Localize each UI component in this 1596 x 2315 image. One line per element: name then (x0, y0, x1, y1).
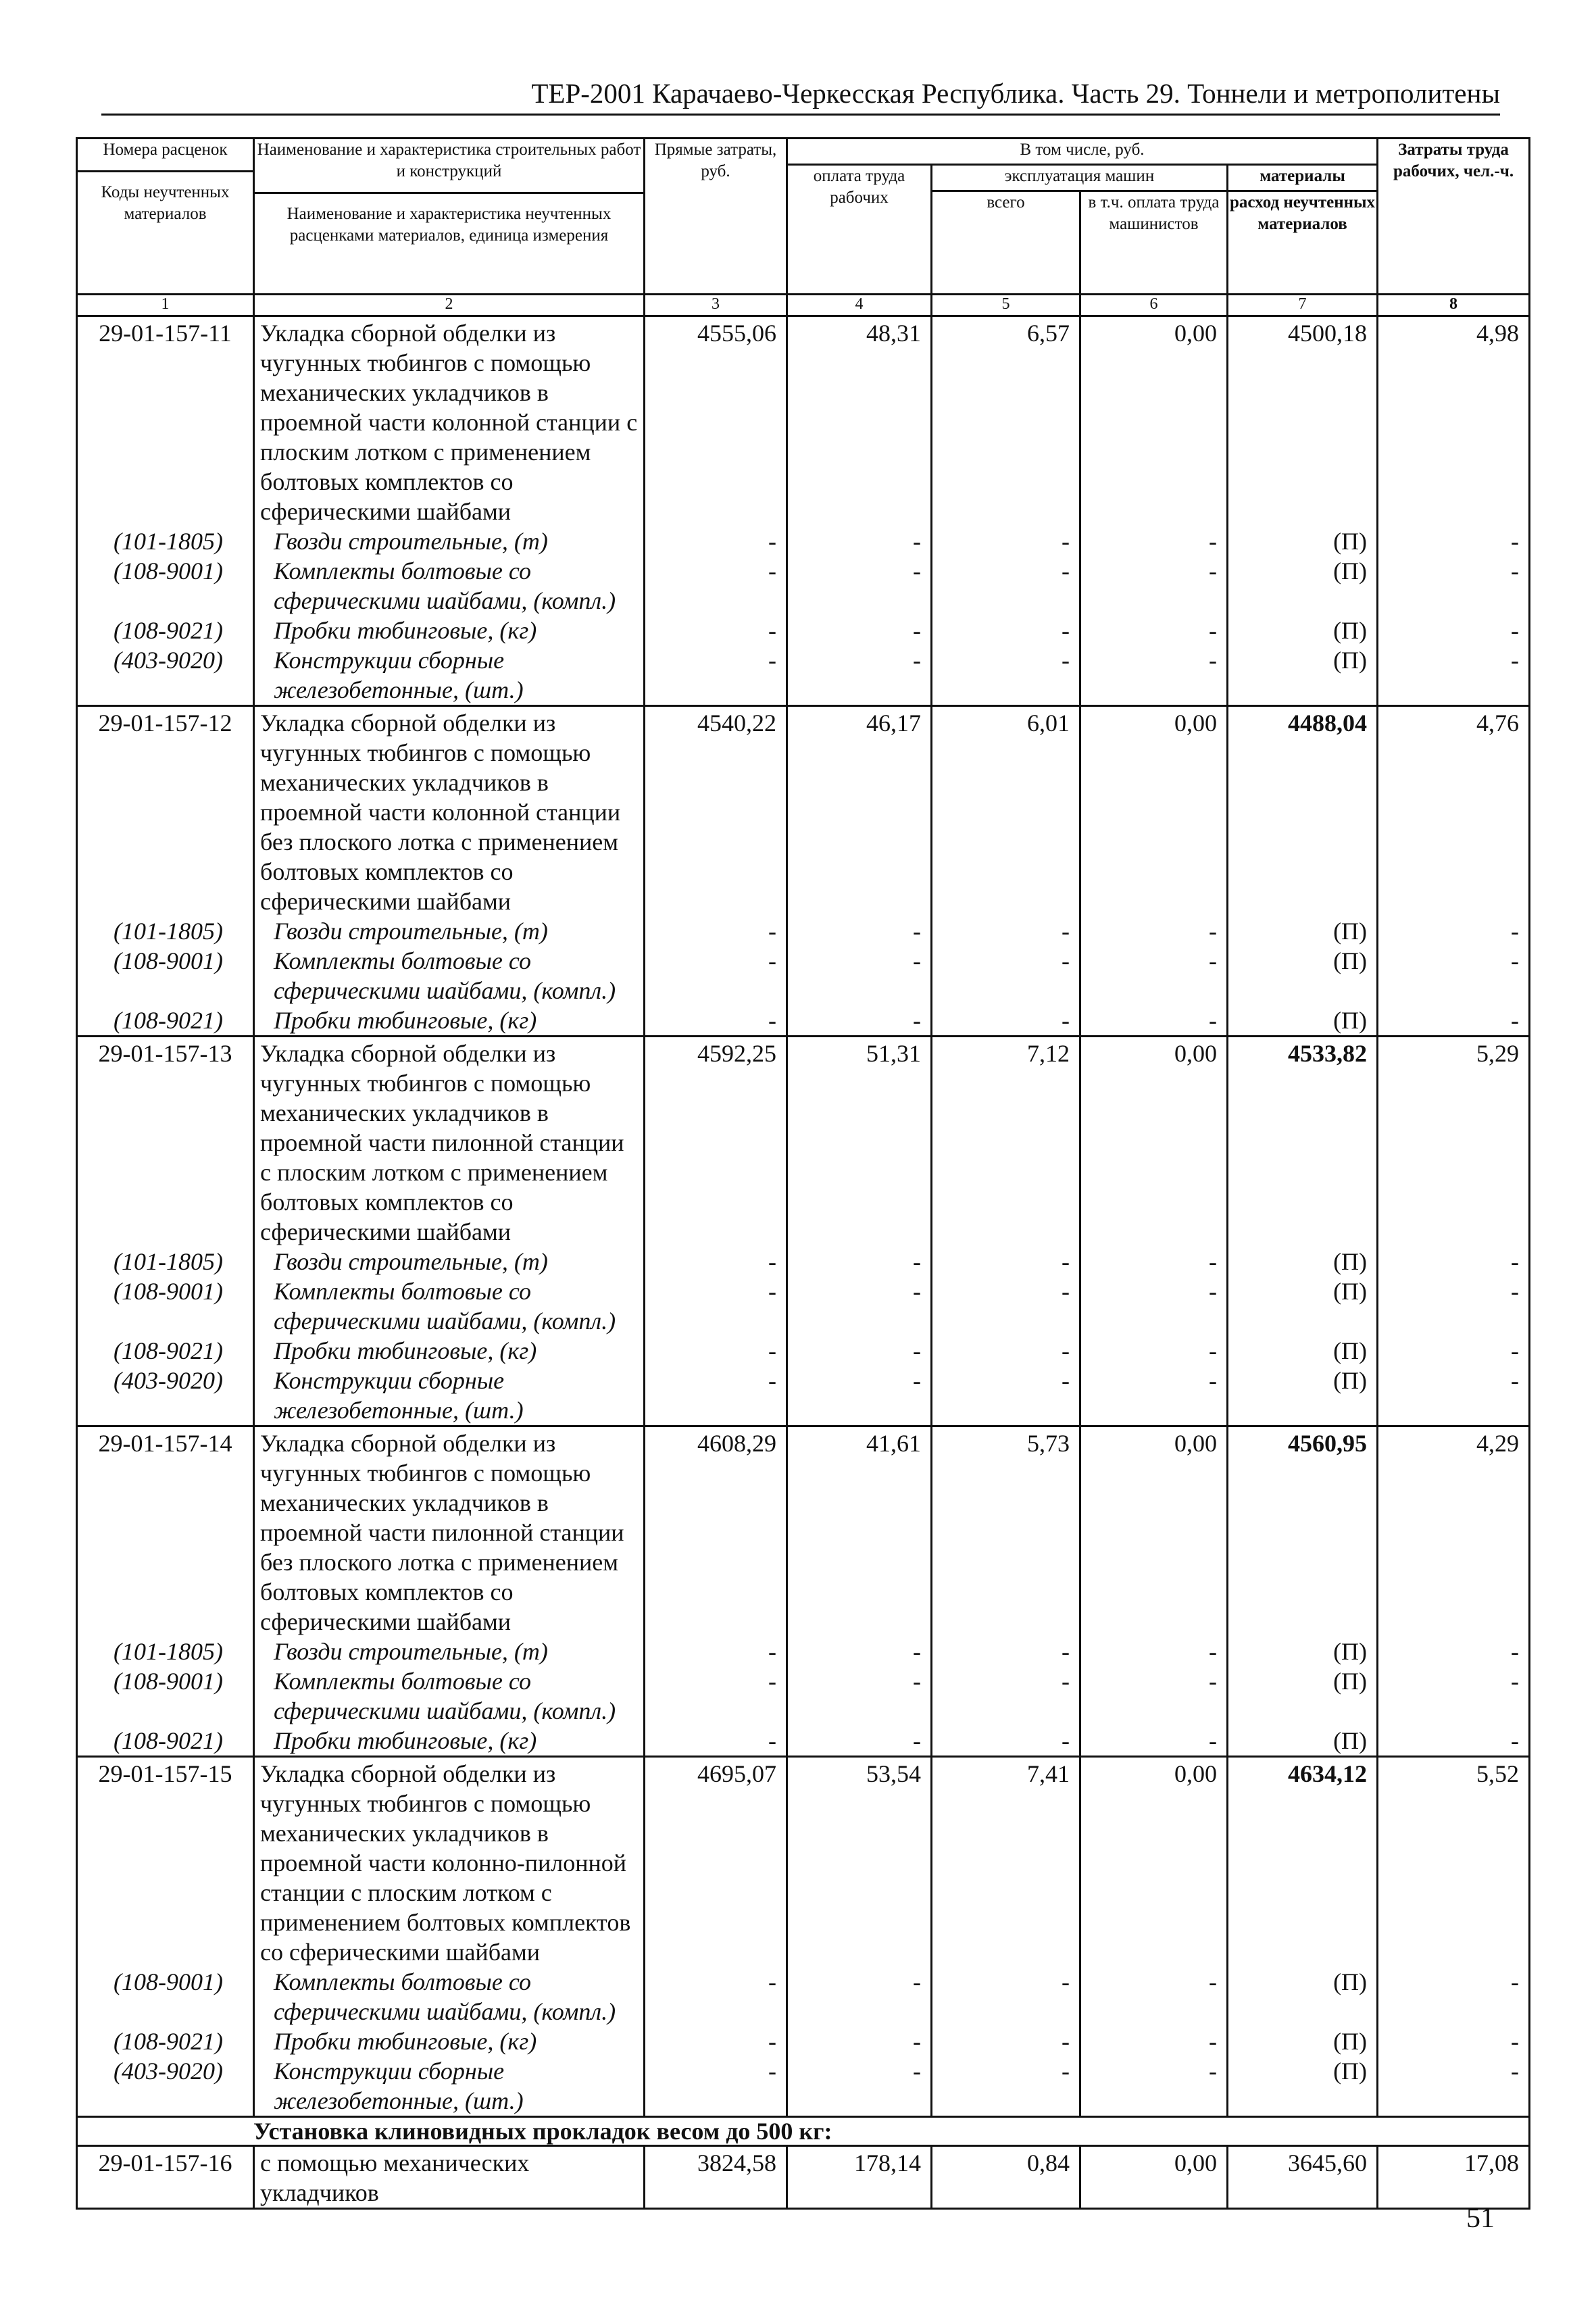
material-name: Комплекты болтовые со сферическими шайбами, (компл.) (254, 946, 645, 1005)
material-row (77, 1247, 1530, 1276)
labor-pay-value: 48,31 (787, 316, 932, 527)
material-value: (П) (1228, 2026, 1378, 2056)
material-value: - (1378, 1276, 1530, 1336)
material-value: - (787, 1276, 932, 1336)
rate-code: 29-01-157-14 (77, 1426, 254, 1637)
material-value: - (1378, 2056, 1530, 2117)
table-body (77, 316, 1530, 2209)
group-heading-row (77, 2117, 1530, 2146)
material-value: - (932, 1247, 1080, 1276)
material-value: - (932, 2056, 1080, 2117)
material-value: - (787, 2056, 932, 2117)
material-value: - (932, 1005, 1080, 1037)
rate-row (77, 2146, 1530, 2209)
direct-costs-value: 4592,25 (645, 1037, 787, 1247)
direct-costs-value: 4540,22 (645, 706, 787, 917)
material-row (77, 1666, 1530, 1726)
material-value: - (1378, 526, 1530, 556)
material-name: Гвозди строительные, (т) (254, 916, 645, 946)
material-value: - (1378, 556, 1530, 616)
material-row (77, 556, 1530, 616)
material-name: Пробки тюбинговые, (кг) (254, 1005, 645, 1037)
labor-pay-value: 51,31 (787, 1037, 932, 1247)
rate-row (77, 316, 1530, 527)
machinists-pay-value: 0,00 (1080, 706, 1228, 917)
material-value: - (932, 616, 1080, 645)
material-row (77, 2056, 1530, 2117)
material-value: - (645, 1967, 787, 2026)
material-code: (403-9020) (77, 2056, 254, 2117)
direct-costs-value: 4695,07 (645, 1757, 787, 1968)
column-number: 2 (254, 295, 645, 316)
materials-value: 4488,04 (1228, 706, 1378, 917)
rate-row (77, 1426, 1530, 1637)
material-value: - (645, 2026, 787, 2056)
header-labor-pay: оплата труда рабочих (787, 165, 932, 295)
rate-name: Укладка сборной обделки из чугунных тюбингов с помощью механических укладчиков в проемной части колонной станции без плоского лотка с применением болтовых комплектов со сферическими шайбами (254, 706, 645, 917)
rate-row (77, 1037, 1530, 1247)
material-value: (П) (1228, 1726, 1378, 1757)
labor-pay-value: 53,54 (787, 1757, 932, 1968)
material-code: (101-1805) (77, 1247, 254, 1276)
header-unaccounted-materials: расход неучтенных материалов (1228, 191, 1378, 295)
material-value: - (1080, 1336, 1228, 1366)
material-name: Комплекты болтовые со сферическими шайбами, (компл.) (254, 1276, 645, 1336)
material-value: - (1378, 1336, 1530, 1366)
material-value: - (787, 645, 932, 706)
material-value: - (932, 645, 1080, 706)
material-value: - (1378, 2026, 1530, 2056)
material-value: - (1080, 645, 1228, 706)
material-code: (403-9020) (77, 645, 254, 706)
header-direct-costs: Прямые затраты, руб. (645, 139, 787, 295)
rate-code: 29-01-157-11 (77, 316, 254, 527)
material-row (77, 1637, 1530, 1666)
material-value: - (645, 1366, 787, 1426)
material-value: - (787, 1247, 932, 1276)
material-name: Конструкции сборные железобетонные, (шт.) (254, 1366, 645, 1426)
header-machines-total: всего (932, 191, 1080, 295)
material-value: - (1080, 1637, 1228, 1666)
column-number: 6 (1080, 295, 1228, 316)
header-machinists-pay: в т.ч. оплата труда машинистов (1080, 191, 1228, 295)
material-value: (П) (1228, 2056, 1378, 2117)
machinists-pay-value: 0,00 (1080, 1037, 1228, 1247)
material-row (77, 526, 1530, 556)
machines-total-value: 7,41 (932, 1757, 1080, 1968)
material-code: (108-9001) (77, 1967, 254, 2026)
machines-total-value: 5,73 (932, 1426, 1080, 1637)
material-code: (101-1805) (77, 526, 254, 556)
material-code: (108-9001) (77, 946, 254, 1005)
materials-value: 4634,12 (1228, 1757, 1378, 1968)
materials-value: 4533,82 (1228, 1037, 1378, 1247)
material-row (77, 2026, 1530, 2056)
material-value: (П) (1228, 1637, 1378, 1666)
material-value: - (1080, 1247, 1228, 1276)
material-value: - (932, 1336, 1080, 1366)
rate-name: Укладка сборной обделки из чугунных тюбингов с помощью механических укладчиков в проемной части пилонной станции без плоского лотка с применением болтовых комплектов со сферическими шайбами (254, 1426, 645, 1637)
column-number: 4 (787, 295, 932, 316)
material-value: - (645, 1247, 787, 1276)
labor-pay-value: 41,61 (787, 1426, 932, 1637)
column-number: 8 (1378, 295, 1530, 316)
material-value: - (1378, 1726, 1530, 1757)
machines-total-value: 6,01 (932, 706, 1080, 917)
rate-row (77, 1757, 1530, 1968)
material-value: - (932, 1967, 1080, 2026)
material-value: - (1080, 1005, 1228, 1037)
labor-pay-value: 46,17 (787, 706, 932, 917)
materials-value: 4500,18 (1228, 316, 1378, 527)
material-value: - (1080, 916, 1228, 946)
rate-name: Укладка сборной обделки из чугунных тюбингов с помощью механических укладчиков в проемной части колонно-пилонной станции с плоским лотком с применением болтовых комплектов со сферическими шайбами (254, 1757, 645, 1968)
material-name: Пробки тюбинговые, (кг) (254, 1726, 645, 1757)
header-col1 (77, 139, 254, 295)
material-value: - (932, 526, 1080, 556)
rate-code: 29-01-157-15 (77, 1757, 254, 1968)
machinists-pay-value: 0,00 (1080, 316, 1228, 527)
material-row (77, 645, 1530, 706)
page-header-title: ТЕР-2001 Карачаево-Черкесская Республика. Часть 29. Тоннели и метрополитены (531, 78, 1500, 109)
table-header (77, 139, 1530, 316)
material-value: - (932, 556, 1080, 616)
material-row (77, 1005, 1530, 1037)
header-machines: эксплуатация машин (932, 165, 1228, 191)
material-value: (П) (1228, 645, 1378, 706)
material-value: - (787, 556, 932, 616)
material-value: (П) (1228, 556, 1378, 616)
material-value: - (1378, 1637, 1530, 1666)
material-name: Пробки тюбинговые, (кг) (254, 1336, 645, 1366)
material-value: - (1080, 2026, 1228, 2056)
material-value: - (1080, 1276, 1228, 1336)
column-number: 1 (77, 295, 254, 316)
rate-name: с помощью механических укладчиков (254, 2146, 645, 2209)
machinists-pay-value: 0,00 (1080, 2146, 1228, 2209)
material-code: (101-1805) (77, 1637, 254, 1666)
material-value: - (1378, 1005, 1530, 1037)
material-value: - (787, 526, 932, 556)
material-value: - (1378, 645, 1530, 706)
material-name: Комплекты болтовые со сферическими шайбами, (компл.) (254, 1967, 645, 2026)
material-value: - (645, 1336, 787, 1366)
material-value: - (1378, 616, 1530, 645)
material-value: - (645, 1005, 787, 1037)
material-name: Гвозди строительные, (т) (254, 1247, 645, 1276)
header-col2-top: Наименование и характеристика строительных работ и конструкций (253, 139, 645, 194)
machinists-pay-value: 0,00 (1080, 1757, 1228, 1968)
material-code: (108-9001) (77, 1276, 254, 1336)
material-value: - (1080, 1726, 1228, 1757)
rate-code: 29-01-157-16 (77, 2146, 254, 2209)
material-value: (П) (1228, 1967, 1378, 2026)
direct-costs-value: 4608,29 (645, 1426, 787, 1637)
machines-total-value: 7,12 (932, 1037, 1080, 1247)
material-value: - (1080, 616, 1228, 645)
material-row (77, 1366, 1530, 1426)
material-value: - (645, 916, 787, 946)
materials-value: 4560,95 (1228, 1426, 1378, 1637)
page-number: 51 (1466, 2203, 1495, 2234)
material-value: - (1378, 1967, 1530, 2026)
column-number: 3 (645, 295, 787, 316)
rate-row (77, 706, 1530, 917)
machines-total-value: 6,57 (932, 316, 1080, 527)
labor-costs-value: 4,29 (1378, 1426, 1530, 1637)
material-value: - (645, 645, 787, 706)
material-value: - (1378, 946, 1530, 1005)
material-name: Комплекты болтовые со сферическими шайбами, (компл.) (254, 556, 645, 616)
labor-costs-value: 5,52 (1378, 1757, 1530, 1968)
material-value: - (645, 1666, 787, 1726)
material-code: (108-9021) (77, 2026, 254, 2056)
material-value: - (645, 1276, 787, 1336)
material-value: - (932, 1726, 1080, 1757)
material-value: - (645, 1726, 787, 1757)
material-name: Гвозди строительные, (т) (254, 1637, 645, 1666)
material-value: - (645, 1637, 787, 1666)
material-value: - (932, 1276, 1080, 1336)
material-name: Комплекты болтовые со сферическими шайбами, (компл.) (254, 1666, 645, 1726)
material-value: - (787, 1666, 932, 1726)
material-value: - (932, 1637, 1080, 1666)
labor-costs-value: 4,98 (1378, 316, 1530, 527)
material-value: - (787, 1366, 932, 1426)
direct-costs-value: 3824,58 (645, 2146, 787, 2209)
material-code: (108-9021) (77, 1726, 254, 1757)
material-value: - (787, 1967, 932, 2026)
rate-name: Укладка сборной обделки из чугунных тюбингов с помощью механических укладчиков в проемной части колонной станции с плоским лотком с применением болтовых комплектов со сферическими шайбами (254, 316, 645, 527)
material-value: - (1080, 1366, 1228, 1426)
header-col2-bottom: Наименование и характеристика неучтенных расценками материалов, единица измерения (286, 205, 612, 245)
machines-total-value: 0,84 (932, 2146, 1080, 2209)
material-value: (П) (1228, 1276, 1378, 1336)
labor-costs-value: 5,29 (1378, 1037, 1530, 1247)
material-code: (108-9021) (77, 1336, 254, 1366)
direct-costs-value: 4555,06 (645, 316, 787, 527)
group-heading: Установка клиновидных прокладок весом до 500 кг: (77, 2117, 1530, 2146)
material-value: - (1378, 916, 1530, 946)
material-value: - (645, 616, 787, 645)
material-name: Гвозди строительные, (т) (254, 526, 645, 556)
material-value: (П) (1228, 946, 1378, 1005)
material-value: - (932, 946, 1080, 1005)
material-value: - (1080, 1666, 1228, 1726)
material-row (77, 1336, 1530, 1366)
material-code: (101-1805) (77, 916, 254, 946)
material-value: - (645, 526, 787, 556)
material-value: - (1080, 2056, 1228, 2117)
material-value: (П) (1228, 616, 1378, 645)
header-divider (101, 114, 1500, 116)
rate-name: Укладка сборной обделки из чугунных тюбингов с помощью механических укладчиков в проемной части пилонной станции с плоским лотком с применением болтовых комплектов со сферическими шайбами (254, 1037, 645, 1247)
labor-costs-value: 4,76 (1378, 706, 1530, 917)
material-value: - (1080, 556, 1228, 616)
material-value: (П) (1228, 1005, 1378, 1037)
header-labor-costs: Затраты труда рабочих, чел.-ч. (1378, 139, 1530, 295)
material-value: - (787, 1005, 932, 1037)
material-value: (П) (1228, 916, 1378, 946)
material-value: - (932, 1366, 1080, 1426)
material-value: - (787, 2026, 932, 2056)
material-code: (108-9001) (77, 1666, 254, 1726)
material-value: - (787, 1336, 932, 1366)
column-number: 7 (1228, 295, 1378, 316)
material-value: (П) (1228, 1247, 1378, 1276)
materials-value: 3645,60 (1228, 2146, 1378, 2209)
material-value: - (645, 556, 787, 616)
material-value: - (1080, 1967, 1228, 2026)
material-row (77, 1276, 1530, 1336)
material-value: (П) (1228, 1336, 1378, 1366)
material-value: - (787, 916, 932, 946)
material-value: - (787, 946, 932, 1005)
column-number: 5 (932, 295, 1080, 316)
material-row (77, 946, 1530, 1005)
material-row (77, 1967, 1530, 2026)
material-value: - (1378, 1666, 1530, 1726)
material-name: Конструкции сборные железобетонные, (шт.) (254, 645, 645, 706)
header-col1-top: Номера расценок (76, 139, 255, 172)
material-name: Пробки тюбинговые, (кг) (254, 616, 645, 645)
header-col2 (254, 139, 645, 295)
rate-code: 29-01-157-13 (77, 1037, 254, 1247)
material-name: Пробки тюбинговые, (кг) (254, 2026, 645, 2056)
material-value: - (645, 2056, 787, 2117)
material-code: (403-9020) (77, 1366, 254, 1426)
material-value: - (1080, 946, 1228, 1005)
material-code: (108-9021) (77, 1005, 254, 1037)
material-value: - (1080, 526, 1228, 556)
material-value: (П) (1228, 1366, 1378, 1426)
material-value: (П) (1228, 1666, 1378, 1726)
material-row (77, 1726, 1530, 1757)
material-value: - (1378, 1366, 1530, 1426)
material-value: - (787, 1637, 932, 1666)
labor-costs-value: 17,08 (1378, 2146, 1530, 2209)
material-code: (108-9001) (77, 556, 254, 616)
material-value: - (787, 1726, 932, 1757)
material-value: - (932, 1666, 1080, 1726)
material-value: - (932, 2026, 1080, 2056)
material-value: - (1378, 1247, 1530, 1276)
material-code: (108-9021) (77, 616, 254, 645)
labor-pay-value: 178,14 (787, 2146, 932, 2209)
column-numbers-row (77, 295, 1530, 316)
material-value: - (932, 916, 1080, 946)
material-value: - (787, 616, 932, 645)
rates-table (76, 137, 1530, 2210)
header-col1-bottom: Коды неучтенных материалов (101, 183, 230, 223)
header-including: В том числе, руб. (787, 139, 1378, 165)
material-row (77, 616, 1530, 645)
material-value: (П) (1228, 526, 1378, 556)
machinists-pay-value: 0,00 (1080, 1426, 1228, 1637)
material-name: Конструкции сборные железобетонные, (шт.) (254, 2056, 645, 2117)
header-materials: материалы (1228, 165, 1378, 191)
material-value: - (645, 946, 787, 1005)
material-row (77, 916, 1530, 946)
rate-code: 29-01-157-12 (77, 706, 254, 917)
